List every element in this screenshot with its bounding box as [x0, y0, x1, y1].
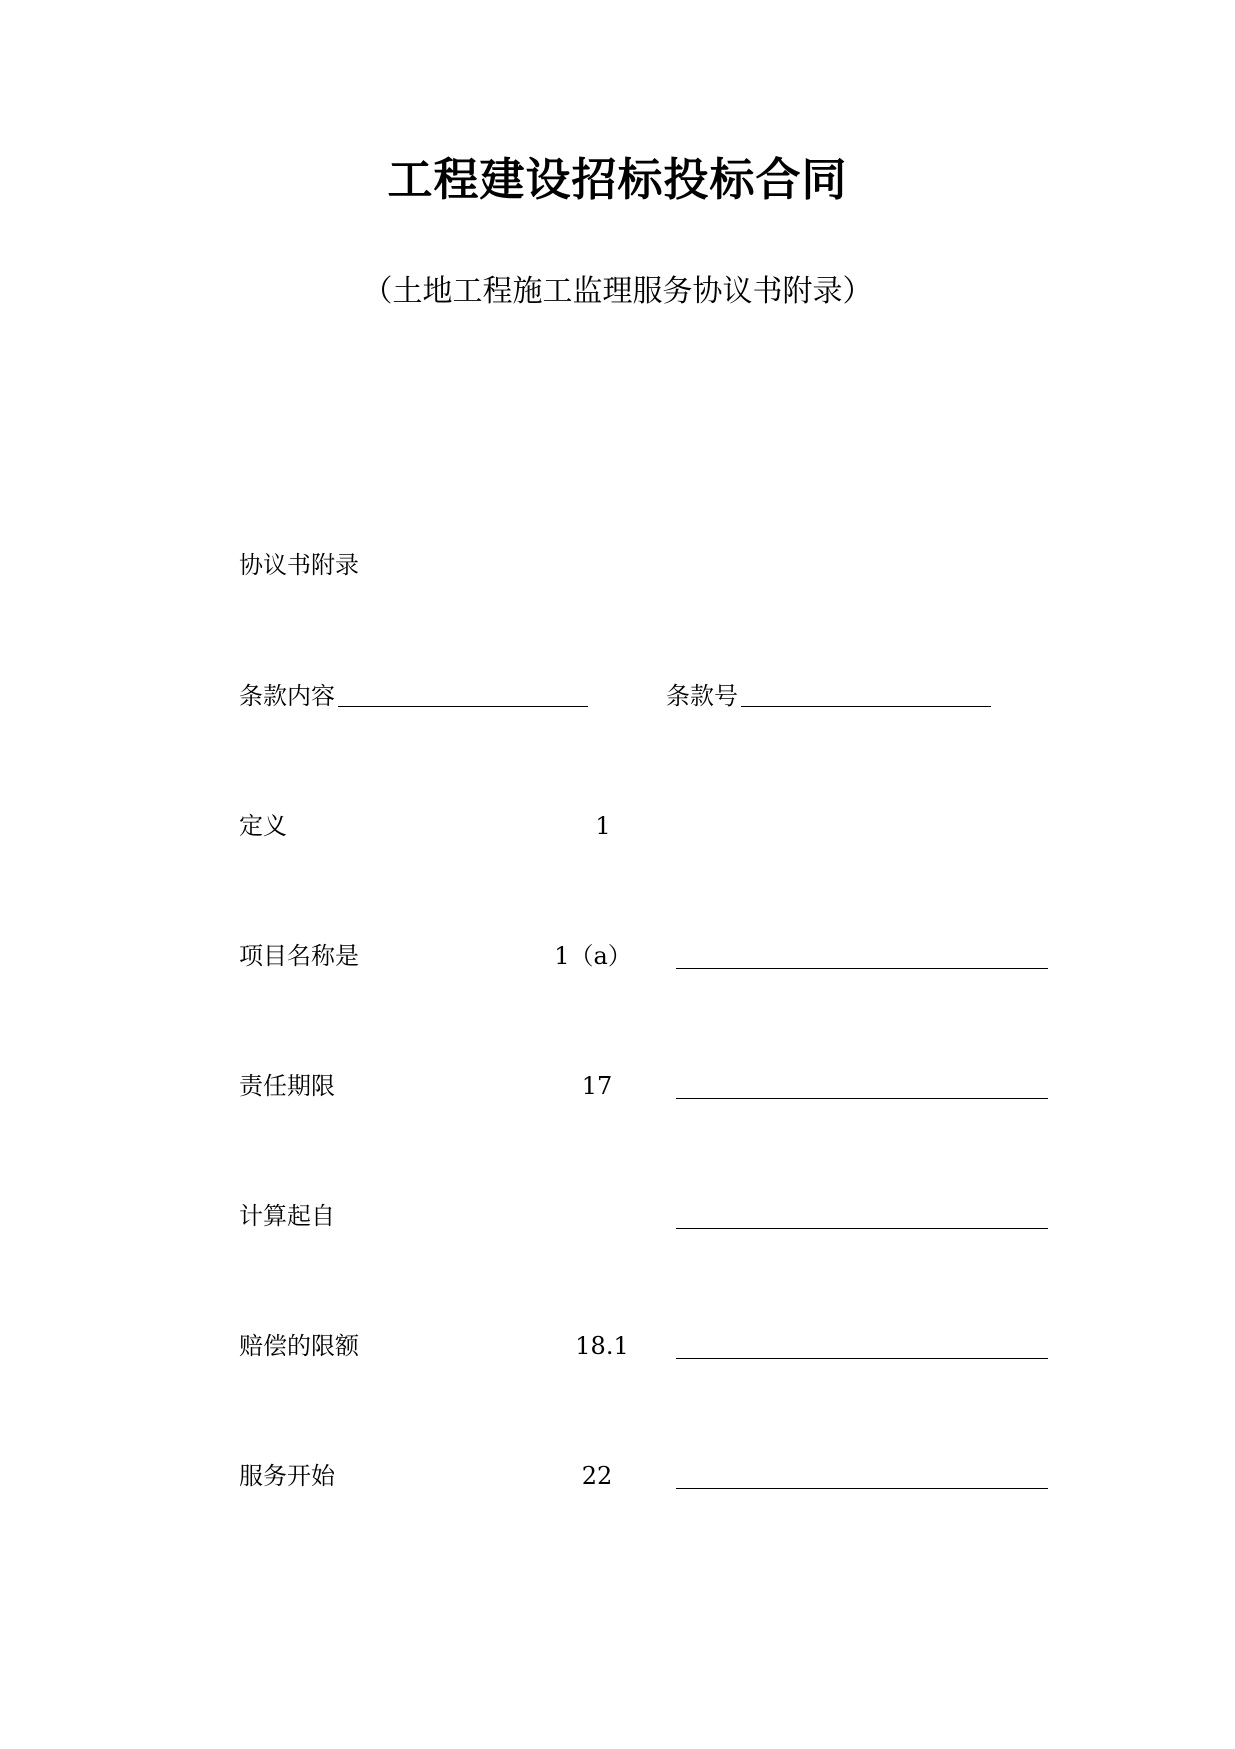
- clause-content-blank: [338, 706, 588, 707]
- row-blank-project-name: [676, 968, 1048, 969]
- row-label-compensation-limit: 赔偿的限额: [239, 1332, 359, 1360]
- row-clause-no-compensation-limit: 18.1: [575, 1332, 629, 1360]
- row-label-liability-period: 责任期限: [239, 1072, 335, 1100]
- row-clause-no-definition: 1: [595, 812, 611, 840]
- row-blank-calculated-from: [676, 1228, 1048, 1229]
- row-clause-no-service-start: 22: [581, 1462, 613, 1490]
- row-label-definition: 定义: [239, 812, 287, 840]
- clause-number-blank: [741, 706, 991, 707]
- row-label-project-name: 项目名称是: [239, 942, 359, 970]
- document-subtitle: （土地工程施工监理服务协议书附录）: [362, 274, 873, 309]
- row-blank-liability-period: [676, 1098, 1048, 1099]
- clause-number-label: 条款号: [666, 682, 738, 710]
- section-heading: 协议书附录: [239, 551, 359, 579]
- row-label-service-start: 服务开始: [239, 1462, 335, 1490]
- row-blank-compensation-limit: [676, 1358, 1048, 1359]
- clause-content-label: 条款内容: [239, 682, 335, 710]
- row-clause-no-liability-period: 17: [581, 1072, 613, 1100]
- row-clause-no-project-name: 1（a）: [554, 942, 632, 970]
- document-title: 工程建设招标投标合同: [387, 153, 848, 206]
- row-blank-service-start: [676, 1488, 1048, 1489]
- row-label-calculated-from: 计算起自: [239, 1202, 335, 1230]
